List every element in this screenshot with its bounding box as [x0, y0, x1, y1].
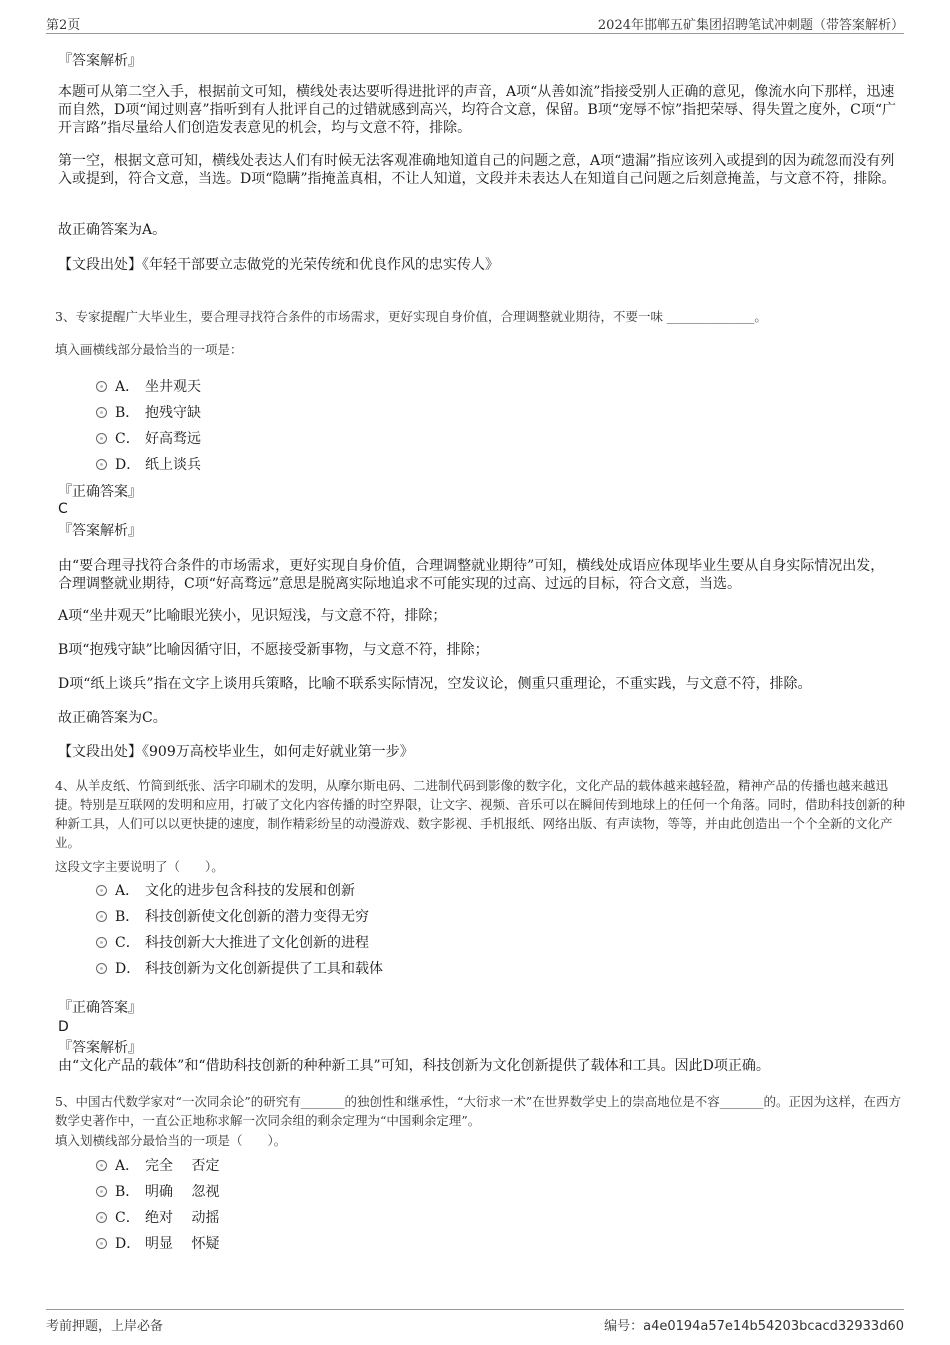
q3-analysis-d: D项“纸上谈兵”指在文字上谈用兵策略，比喻不联系实际情况，空发议论，侧重只重理论，不重实践，与文意不符，排除。 — [58, 676, 812, 692]
q4-option-c[interactable] — [96, 932, 369, 952]
radio-icon[interactable] — [96, 433, 107, 444]
option-text: 好高骛远 — [145, 431, 201, 447]
q4-answer: D — [58, 1019, 69, 1035]
radio-icon[interactable] — [96, 963, 107, 974]
radio-icon[interactable] — [96, 1212, 107, 1223]
q4-prompt: 这段文字主要说明了（ ）。 — [55, 859, 224, 874]
page-number: 第2页 — [46, 18, 81, 33]
option-text: 完全 否定 — [145, 1158, 220, 1174]
radio-icon[interactable] — [96, 885, 107, 896]
q5-option-d[interactable] — [96, 1233, 219, 1253]
radio-icon[interactable] — [96, 1186, 107, 1197]
option-letter: C． — [115, 1210, 140, 1226]
q2-analysis-para1: 本题可从第二空入手，根据前文可知，横线处表达要听得进批评的声音，A项“从善如流”指接受别人正确的意见，像流水向下那样，迅速而自然，D项“闻过则喜”指听到有人批评自己的过错就感到高兴，均符合文意，保留。B项“宠辱不惊”指把荣辱、得失置之度外，C项“广开言路”指尽量给人们创造发表意见的机会，均与文意不符，排除。 — [58, 84, 897, 136]
footer-slogan: 考前押题，上岸必备 — [46, 1319, 164, 1334]
q3-prompt: 填入画横线部分最恰当的一项是： — [55, 342, 243, 357]
code-label: 编号： — [604, 1319, 644, 1334]
radio-icon[interactable] — [96, 459, 107, 470]
code-value: a4e0194a57e14b54203bcacd32933d60 — [643, 1319, 904, 1334]
q3-option-a[interactable] — [96, 376, 201, 396]
q4-option-b[interactable] — [96, 906, 369, 926]
q3-analysis-para1: 由“要合理寻找符合条件的市场需求，更好实现自身价值，合理调整就业期待”可知，横线处成语应体现毕业生要从自身实际情况出发，合理调整就业期待，C项“好高骛远”意思是脱离实际地追求不可能实现的过高、过远的目标，符合文意，当选。 — [58, 558, 885, 592]
q5-option-b[interactable] — [96, 1181, 219, 1201]
option-text: 明确 忽视 — [145, 1184, 220, 1200]
q3-conclusion: 故正确答案为C。 — [58, 710, 167, 726]
option-text: 明显 怀疑 — [145, 1236, 220, 1252]
option-letter: D． — [115, 457, 141, 473]
q3-stem: 3、专家提醒广大毕业生，要合理寻找符合条件的市场需求，更好实现自身价值，合理调整就业期待，不要一味 ______________。 — [55, 309, 767, 324]
q5-option-a[interactable] — [96, 1155, 219, 1175]
q4-option-a[interactable] — [96, 880, 355, 900]
option-text: 绝对 动摇 — [145, 1210, 220, 1226]
q5-stem: 5、中国古代数学家对“一次同余论”的研究有_______的独创性和继承性，“大衍求一术”在世界数学史上的崇高地位是不容_______的。正因为这样，在西方数学史著作中，一直公正地称求解一次同余组的剩余定理为“中国剩余定理”。 — [55, 1094, 902, 1128]
document-code — [604, 1315, 904, 1334]
document-title: 2024年邯郸五矿集团招聘笔试冲刺题（带答案解析） — [597, 18, 904, 33]
option-text: 抱残守缺 — [145, 405, 201, 421]
option-letter: A． — [115, 379, 140, 395]
radio-icon[interactable] — [96, 937, 107, 948]
q3-answer-label: 『正确答案』 — [58, 484, 142, 500]
radio-icon[interactable] — [96, 911, 107, 922]
q2-analysis-label: 『答案解析』 — [58, 53, 142, 69]
q5-option-c[interactable] — [96, 1207, 219, 1227]
q3-analysis-label: 『答案解析』 — [58, 523, 142, 539]
radio-icon[interactable] — [96, 381, 107, 392]
option-text: 科技创新使文化创新的潜力变得无穷 — [145, 909, 369, 925]
option-text: 科技创新大大推进了文化创新的进程 — [145, 935, 369, 951]
q2-analysis-para2: 第一空，根据文意可知，横线处表达人们有时候无法客观准确地知道自己的问题之意，A项“遗漏”指应该列入或提到的因为疏忽而没有列入或提到，符合文意，当选。D项“隐瞒”指掩盖真相，不让人知道，文段并未表达人在知道自己问题之后刻意掩盖，与文意不符，排除。 — [58, 153, 896, 187]
q4-stem: 4、从羊皮纸、竹简到纸张、活字印刷术的发明，从摩尔斯电码、二进制代码到影像的数字化，文化产品的载体越来越轻盈，精神产品的传播也越来越迅捷。特别是互联网的发明和应用，打破了文化内容传播的时空界限，让文字、视频、音乐可以在瞬间传到地球上的任何一个角落。同时，借助科技创新的种种新工具，人们可以以更快捷的速度，制作精彩纷呈的动漫游戏、数字影视、手机报纸、网络出版、有声读物，等等，并由此创造出一个个全新的文化产业。 — [55, 778, 906, 850]
radio-icon[interactable] — [96, 1238, 107, 1249]
q5-prompt: 填入划横线部分最恰当的一项是（ ）。 — [55, 1133, 287, 1148]
radio-icon[interactable] — [96, 1160, 107, 1171]
option-letter: B． — [115, 405, 140, 421]
q3-option-b[interactable] — [96, 402, 201, 422]
option-text: 坐井观天 — [145, 379, 201, 395]
option-letter: D． — [115, 961, 141, 977]
q3-analysis-b: B项“抱残守缺”比喻因循守旧，不愿接受新事物，与文意不符，排除； — [58, 642, 489, 658]
option-letter: A． — [115, 883, 140, 899]
option-letter: C． — [115, 431, 140, 447]
option-text: 纸上谈兵 — [145, 457, 201, 473]
radio-icon[interactable] — [96, 407, 107, 418]
option-letter: C． — [115, 935, 140, 951]
option-letter: B． — [115, 909, 140, 925]
q2-source: 【文段出处】《年轻干部要立志做党的光荣传统和优良作风的忠实传人》 — [58, 257, 499, 273]
footer-divider — [46, 1309, 904, 1310]
header-divider — [46, 33, 904, 34]
q2-conclusion: 故正确答案为A。 — [58, 222, 167, 238]
q4-analysis: 由“文化产品的载体”和“借助科技创新的种种新工具”可知，科技创新为文化创新提供了载体和工具。因此D项正确。 — [58, 1058, 770, 1074]
option-letter: A． — [115, 1158, 140, 1174]
option-letter: D． — [115, 1236, 141, 1252]
option-letter: B． — [115, 1184, 140, 1200]
option-text: 科技创新为文化创新提供了工具和载体 — [145, 961, 383, 977]
option-text: 文化的进步包含科技的发展和创新 — [145, 883, 355, 899]
q3-analysis-a: A项“坐井观天”比喻眼光狭小，见识短浅，与文意不符，排除； — [58, 608, 447, 624]
q3-option-c[interactable] — [96, 428, 201, 448]
q3-source: 【文段出处】《909万高校毕业生，如何走好就业第一步》 — [58, 744, 414, 760]
q3-option-d[interactable] — [96, 454, 201, 474]
q4-analysis-label: 『答案解析』 — [58, 1040, 142, 1056]
q4-option-d[interactable] — [96, 958, 383, 978]
q4-answer-label: 『正确答案』 — [58, 1000, 142, 1016]
q3-answer: C — [58, 501, 68, 517]
